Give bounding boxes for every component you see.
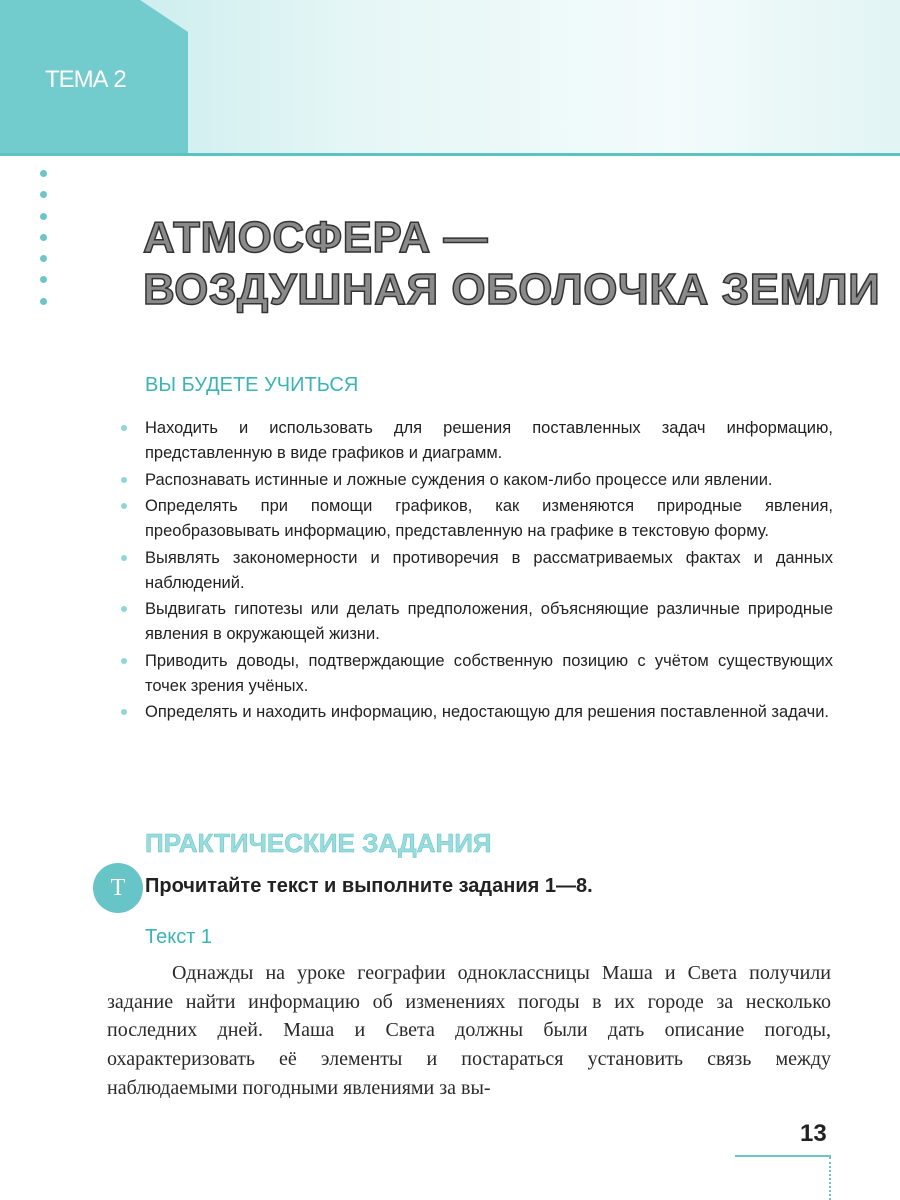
chapter-title [143, 212, 880, 316]
list-item: Находить и использовать для решения поставленных задач информацию, представленную в виде графиков и диаграмм. [145, 416, 833, 466]
list-item: Распознавать истинные и ложные суждения о каком-либо процессе или явлении. [145, 468, 833, 493]
list-item: Определять при помощи графиков, как изменяются природные явления, преобразовывать информацию, представленную на графике в текстовую форму. [145, 494, 833, 544]
topic-label: ТЕМА 2 [45, 66, 126, 93]
page-footer-dotted-line [829, 1157, 831, 1200]
task-instruction: Прочитайте текст и выполните задания 1—8. [145, 875, 593, 897]
list-item: Приводить доводы, подтверждающие собственную позицию с учётом существующих точек зрения учёных. [145, 649, 833, 699]
decorative-dots [40, 170, 47, 319]
page-number: 13 [800, 1120, 827, 1147]
list-item: Определять и находить информацию, недостающую для решения поставленной задачи. [145, 700, 833, 725]
chapter-title-line1: АТМОСФЕРА — [143, 213, 488, 262]
list-item: Выдвигать гипотезы или делать предположения, объясняющие различные природные явления в окружающей жизни. [145, 597, 833, 647]
chapter-title-line2: ВОЗДУШНАЯ ОБОЛОЧКА ЗЕМЛИ [143, 265, 881, 314]
header-divider [0, 153, 900, 156]
page-footer-line [735, 1155, 831, 1157]
learn-heading: ВЫ БУДЕТЕ УЧИТЬСЯ [145, 374, 359, 396]
text-task-badge-icon: Т [93, 863, 143, 913]
text-paragraph: Однажды на уроке географии одноклассницы Маша и Света получили задание найти информацию об изменениях погоды в их городе за несколько последних дней. Маша и Света должны были дать описание погоды, охарактеризовать её элементы и постараться установить связь между наблюдаемыми погодными явлениями за вы- [107, 962, 831, 1099]
practice-heading: ПРАКТИЧЕСКИЕ ЗАДАНИЯ [145, 828, 492, 858]
text-label: Текст 1 [145, 926, 213, 948]
list-item: Выявлять закономерности и противоречия в рассматриваемых фактах и данных наблюдений. [145, 546, 833, 596]
learning-goals-list [145, 416, 833, 727]
